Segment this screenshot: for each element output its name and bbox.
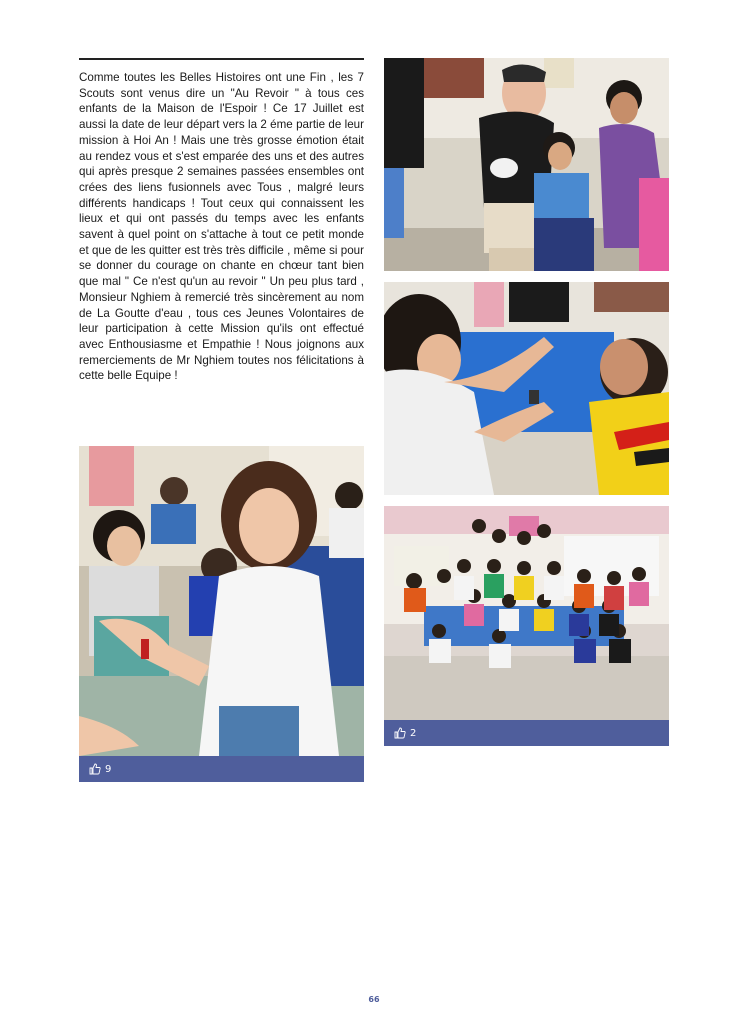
like-count-left: 9: [105, 763, 112, 775]
page-number: 66: [368, 995, 380, 1004]
like-bar-right: [384, 720, 669, 746]
photo-volunteer-with-children[interactable]: [79, 446, 364, 756]
top-rule: [79, 58, 364, 60]
article-paragraph: Comme toutes les Belles Histoires ont une Fin , les 7 Scouts sont venus dire un "Au Revoir " à tous ces enfants de la Maison de l'Espoir ! Ce 17 Juillet est aussi la date de leur départ vers la 2 éme partie de leur mission à Hoi An ! Mais une très grosse émotion était au rendez vous et s'est emparée des uns et des autres qui après presque 2 semaines passées ensembles ont crées des liens fusionnels avec Tous , malgré leurs différents handicaps ! Tout ceux qui connaissent les lieux et qui ont passés du temps avec les enfants savent à quel point on s'attache à tout ce petit monde et que de les quitter est très très difficile , même si pour se donner du courage on chante en chœur tant bien que mal " Ce n'est qu'un au revoir " Un peu plus tard , Monsieur Nghiem à remercié très sincèrement au nom de La Goutte d'eau , tous ces Jeunes Volontaires de leur participation à cette Mission qu'ils ont effectué avec Enthousiasme et Empathie ! Nous joignons aux remerciements de Mr Nghiem toutes nos félicitations à cette belle Equipe !: [79, 71, 364, 383]
photo-volunteer-feeding-child[interactable]: [384, 282, 669, 495]
thumbs-up-icon[interactable]: [394, 727, 406, 739]
photo-volunteer-with-boy[interactable]: [384, 58, 669, 271]
like-bar-left: [79, 756, 364, 782]
thumbs-up-icon[interactable]: [89, 763, 101, 775]
like-count-right: 2: [410, 727, 417, 739]
photo-group-children-volunteers[interactable]: [384, 506, 669, 720]
